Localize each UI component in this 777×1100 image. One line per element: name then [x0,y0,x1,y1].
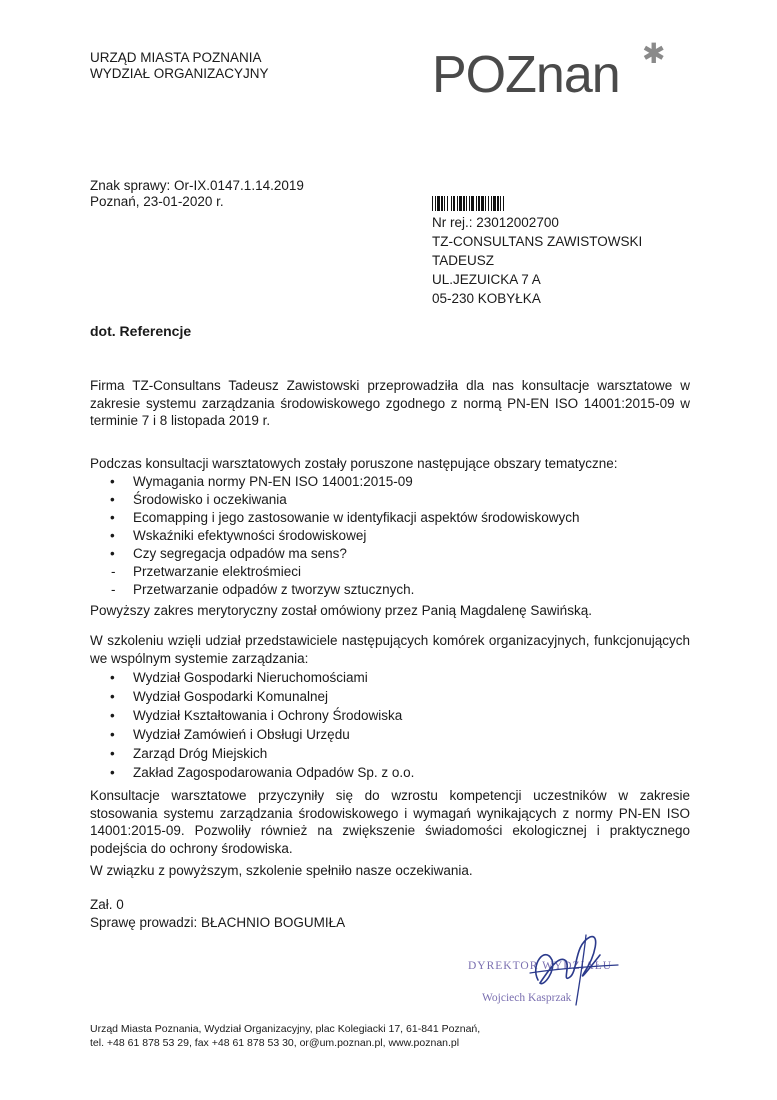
paragraph-outcomes: Konsultacje warsztatowe przyczyniły się do wzrostu kompetencji uczestników w zakresie stosowania systemu zarządzania środowiskowego i wymagań wynikających z normy PN-EN ISO 14001:2015-09. Pozwoliły również na zwiększenie świadomości ekologicznej i praktycznego podejścia do ochrony środowiska. [90,788,690,856]
list-item: • Środowisko i oczekiwania [106,491,579,509]
list-item: • Wydział Zamówień i Obsługi Urzędu [106,725,414,744]
list-item: • Wskaźniki efektywności środowiskowej [106,527,579,545]
recipient-line: TADEUSZ [432,253,495,268]
list-item: • Wymagania normy PN-EN ISO 14001:2015-09 [106,473,579,491]
handled-by: Sprawę prowadzi: BŁACHNIO BOGUMIŁA [90,914,346,930]
topics-list [106,473,579,599]
recipient-address [432,213,642,308]
list-item: • Wydział Gospodarki Nieruchomościami [106,668,414,687]
footer-contact: tel. +48 61 878 53 29, fax +48 61 878 53 30, or@um.poznan.pl, www.poznan.pl [90,1037,460,1049]
place-date: Poznań, 23-01-2020 r. [90,194,224,209]
recipient-line: 05-230 KOBYŁKA [432,291,541,306]
departments-list [106,668,414,782]
paragraph-topics-intro: Podczas konsultacji warsztatowych zostały poruszone następujące obszary tematyczne: [90,456,618,471]
case-meta [90,178,304,210]
handwritten-signature [500,925,640,1015]
list-item: - Przetwarzanie odpadów z tworzyw sztucznych. [106,581,579,599]
stamp-title: DYREKTOR WYDZIAŁU [468,960,613,972]
barcode [432,196,570,211]
logo-wordmark: POZnan [432,46,620,104]
organization-header [90,50,269,82]
footer-address: Urząd Miasta Poznania, Wydział Organizacyjny, plac Kolegiacki 17, 61-841 Poznań, [90,1023,481,1035]
list-item: • Zakład Zagospodarowania Odpadów Sp. z o.o. [106,763,414,782]
list-item: • Wydział Gospodarki Komunalnej [106,687,414,706]
asterisk-icon: ✱ [642,38,666,69]
closing-block [90,896,345,931]
paragraph-participants: W szkoleniu wzięli udział przedstawiciele następujących komórek organizacyjnych, funkcjonujących we wspólnym systemie zarządzania: [90,633,690,666]
org-department: WYDZIAŁ ORGANIZACYJNY [90,66,269,81]
stamp-name: Wojciech Kasprzak [482,992,572,1004]
recipient-line: TZ-CONSULTANS ZAWISTOWSKI [432,234,643,249]
list-item: • Czy segregacja odpadów ma sens? [106,545,579,563]
case-number: Znak sprawy: Or-IX.0147.1.14.2019 [90,178,304,193]
list-item: • Ecomapping i jego zastosowanie w identyfikacji aspektów środowiskowych [106,509,579,527]
paragraph-intro: Firma TZ-Consultans Tadeusz Zawistowski przeprowadziła dla nas konsultacje warsztatowe w zakresie systemu zarządzania środowiskowego zgodnego z normą PN-EN ISO 14001:2015-09 w terminie 7 i 8 listopada 2019 r. [90,378,690,428]
letter-subject: dot. Referencje [90,323,192,339]
list-item: • Zarząd Dróg Miejskich [106,744,414,763]
registration-number: Nr rej.: 23012002700 [432,215,559,230]
paragraph-conclusion: W związku z powyższym, szkolenie spełniło nasze oczekiwania. [90,863,473,878]
page-footer [90,1022,480,1050]
list-item: • Wydział Kształtowania i Ochrony Środowiska [106,706,414,725]
org-name: URZĄD MIASTA POZNANIA [90,50,262,65]
subtopics-list [106,563,579,599]
attachments-count: Zał. 0 [90,897,124,912]
paragraph-presenter: Powyższy zakres merytoryczny został omówiony przez Panią Magdalenę Sawińską. [90,603,592,618]
poznan-logo [432,40,672,110]
list-item: - Przetwarzanie elektrośmieci [106,563,579,581]
recipient-line: UL.JEZUICKA 7 A [432,272,541,287]
